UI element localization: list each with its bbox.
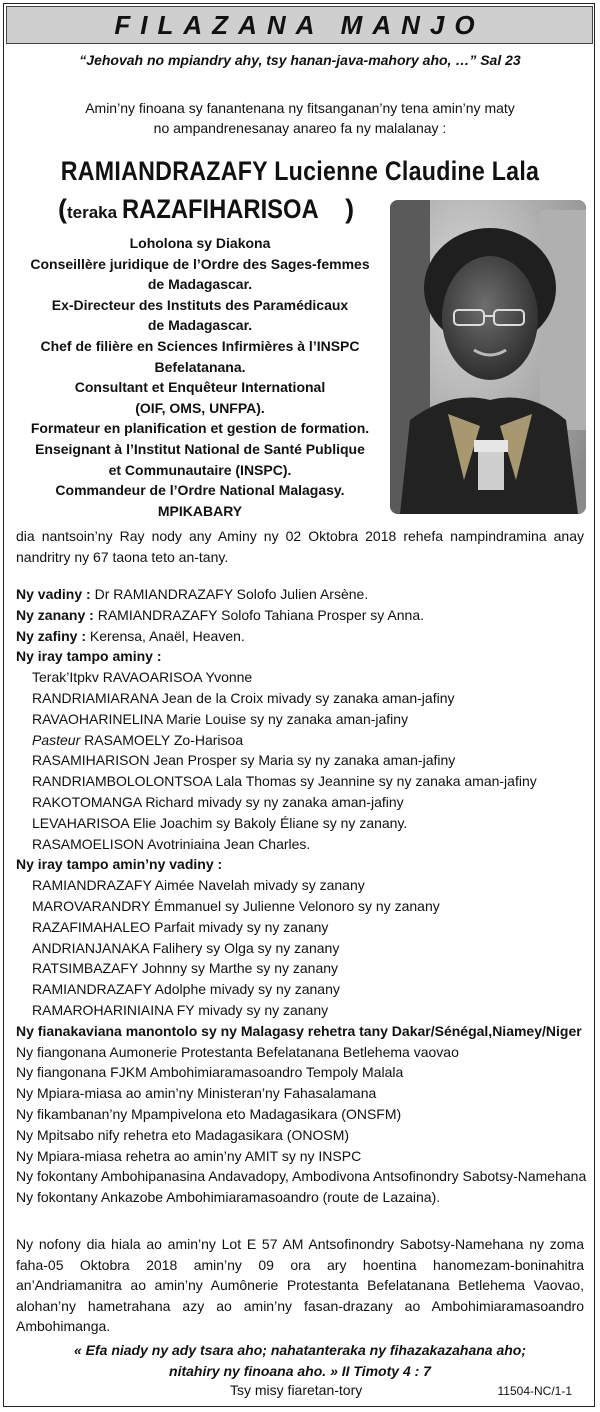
deceased-photo xyxy=(390,200,586,514)
community-item: Ny fokontany Ambohipanasina Andavadopy, Ambodivona Antsofinondry Sabotsy-Namehana xyxy=(16,1168,587,1185)
sibling-item: RAKOTOMANGA Richard mivady sy ny zanaka aman-jafiny xyxy=(32,793,404,810)
title-line: Ex-Directeur des Instituts des Paramédicaux xyxy=(51,296,349,313)
grandchildren-label: Ny zafiny : xyxy=(16,627,87,644)
intro-line: no ampandrenesanay anareo fa ny malalanay : xyxy=(153,120,447,136)
deceased-titles xyxy=(14,233,386,521)
portrait-image xyxy=(390,200,586,514)
sibling-item: Pasteur RASAMOELY Zo-Harisoa xyxy=(32,731,244,748)
community-item: Ny Mpiara-miasa rehetra ao amin’ny AMIT sy ny INSPC xyxy=(16,1147,362,1164)
sibling-item: RASAMIHARISON Jean Prosper sy Maria sy ny zanaka aman-jafiny xyxy=(32,752,456,769)
intro-line: Amin’ny finoana sy fanantenana ny fitsanganan’ny tena amin’ny maty xyxy=(85,100,515,116)
alias-name: RAZAFIHARISOA xyxy=(121,194,319,224)
title-line: MPIKABARY xyxy=(157,502,243,519)
funeral-details: Ny nofony dia hiala ao amin’ny Lot E 57 AM Antsofinondry Sabotsy-Namehana ny zoma faha-05 Oktobra 2018 amin’ny 09 ora ary hoentina hanomezam-boninahitra an’Andriamanitra ao amin’ny Aumônerie Protestanta Befelatanana Betlehema Vaovao, alohan’ny hametrahana azy ao amin’ny fasan-drazany ao Ambohimiaramasoandro Ambohimanga. xyxy=(16,1236,584,1334)
family-list xyxy=(16,584,596,1208)
extended-family-row: Ny fianakaviana manontolo sy ny Malagasy rehetra tany Dakar/Sénégal,Niamey/Niger xyxy=(16,1022,582,1039)
in-law-item: MAROVARANDRY Émmanuel sy Julienne Velonoro sy ny zanany xyxy=(32,897,440,914)
deceased-birth-name xyxy=(58,194,354,225)
closing-line: nitahiry ny finoana aho. » II Timoty 4 : 7 xyxy=(169,1362,431,1379)
deceased-name: RAMIANDRAZAFY Lucienne Claudine Lala xyxy=(60,156,540,186)
children-label: Ny zanany : xyxy=(16,606,94,623)
no-wake-note: Tsy misy fiaretan-tory xyxy=(230,1382,363,1398)
death-notice: dia nantsoin’ny Ray nody any Aminy ny 02 Oktobra 2018 rehefa nampindramina anay nandritry ny 67 taona teto an-tany. xyxy=(16,528,584,565)
banner-title: FILAZANA MANJO xyxy=(114,9,485,40)
title-line: Chef de filière en Sciences Infirmières à l’INSPC xyxy=(40,337,360,354)
in-law-item: RAZAFIMAHALEO Parfait mivady sy ny zanany xyxy=(32,918,329,935)
title-line: Commandeur de l’Ordre National Malagasy. xyxy=(55,482,345,499)
title-line: Loholona sy Diakona xyxy=(129,235,271,251)
title-line: de Madagascar. xyxy=(147,317,253,334)
title-line: Befelatanana. xyxy=(154,358,246,375)
spouse-label: Ny vadiny : xyxy=(16,586,91,602)
in-law-item: RAMIANDRAZAFY Aimée Navelah mivady sy zanany xyxy=(32,877,365,894)
title-line: Formateur en planification et gestion de formation. xyxy=(30,420,370,437)
closing-verse xyxy=(0,1340,600,1381)
children-row xyxy=(16,605,596,626)
sibling-item: RANDRIAMIARANA Jean de la Croix mivady sy zanaka aman-jafiny xyxy=(32,689,455,706)
community-item: Ny fokontany Ankazobe Ambohimiaramasoandro (route de Lazaina). xyxy=(16,1189,441,1206)
spouse-row xyxy=(16,584,596,605)
siblings-heading: Ny iray tampo aminy : xyxy=(16,648,162,665)
alias-open: ( xyxy=(58,194,67,224)
alias-close: ) xyxy=(345,194,355,224)
sibling-item: RAVAOHARINELINA Marie Louise sy ny zanaka aman-jafiny xyxy=(32,710,409,727)
sibling-item: RASAMOELISON Avotriniaina Jean Charles. xyxy=(32,835,311,852)
title-line: (OIF, OMS, UNFPA). xyxy=(135,399,265,416)
in-law-item: RAMAROHARINIAINA FY mivady sy ny zanany xyxy=(32,1001,329,1018)
in-law-item: RATSIMBAZAFY Johnny sy Marthe sy ny zanany xyxy=(32,960,339,977)
grandchildren-row xyxy=(16,626,596,647)
in-law-item: RAMIANDRAZAFY Adolphe mivady sy ny zanany xyxy=(32,981,340,998)
title-line: Conseillère juridique de l’Ordre des Sages-femmes xyxy=(30,255,370,272)
reference-code: 11504-NC/1-1 xyxy=(497,1384,572,1398)
in-law-item: ANDRIANJANAKA Falihery sy Olga sy ny zanany xyxy=(32,939,340,956)
title-line: et Communautaire (INSPC). xyxy=(108,461,292,478)
community-item: Ny Mpiara-miasa ao amin’ny Ministeran’ny Fahasalamana xyxy=(16,1085,377,1102)
sibling-item: Terak’Itpkv RAVAOARISOA Yvonne xyxy=(32,669,253,686)
title-line: Enseignant à l’Institut National de Santé Publique xyxy=(35,440,365,457)
opening-verse: “Jehovah no mpiandry ahy, tsy hanan-java-mahory aho, …” Sal 23 xyxy=(79,52,521,68)
sibling-item: LEVAHARISOA Elie Joachim sy Bakoly Éliane sy ny zanany. xyxy=(32,814,408,831)
title-line: Consultant et Enquêteur International xyxy=(74,379,326,396)
grandchildren-value: Kerensa, Anaël, Heaven. xyxy=(89,627,245,644)
children-value: RAMIANDRAZAFY Solofo Tahiana Prosper sy Anna. xyxy=(97,606,425,623)
alias-prefix: teraka xyxy=(67,203,118,222)
in-laws-heading: Ny iray tampo amin’ny vadiny : xyxy=(16,856,223,873)
community-item: Ny fiangonana Aumonerie Protestanta Befelatanana Betlehema vaovao xyxy=(16,1043,459,1060)
closing-line: « Efa niady ny ady tsara aho; nahatanteraka ny fihazakazahana aho; xyxy=(73,1342,527,1358)
community-item: Ny fiangonana FJKM Ambohimiaramasoandro Tempoly Malala xyxy=(16,1064,404,1081)
title-line: de Madagascar. xyxy=(147,276,253,293)
community-item: Ny fikambanan’ny Mpampivelona eto Madagasikara (ONSFM) xyxy=(16,1105,402,1122)
intro-text xyxy=(60,98,540,138)
spouse-value: Dr RAMIANDRAZAFY Solofo Julien Arsène. xyxy=(94,586,369,602)
notice-banner xyxy=(6,6,593,44)
sibling-item: RANDRIAMBOLOLONTSOA Lala Thomas sy Jeannine sy ny zanaka aman-jafiny xyxy=(32,773,537,790)
community-item: Ny Mpitsabo nify rehetra eto Madagasikara (ONOSM) xyxy=(16,1126,350,1143)
